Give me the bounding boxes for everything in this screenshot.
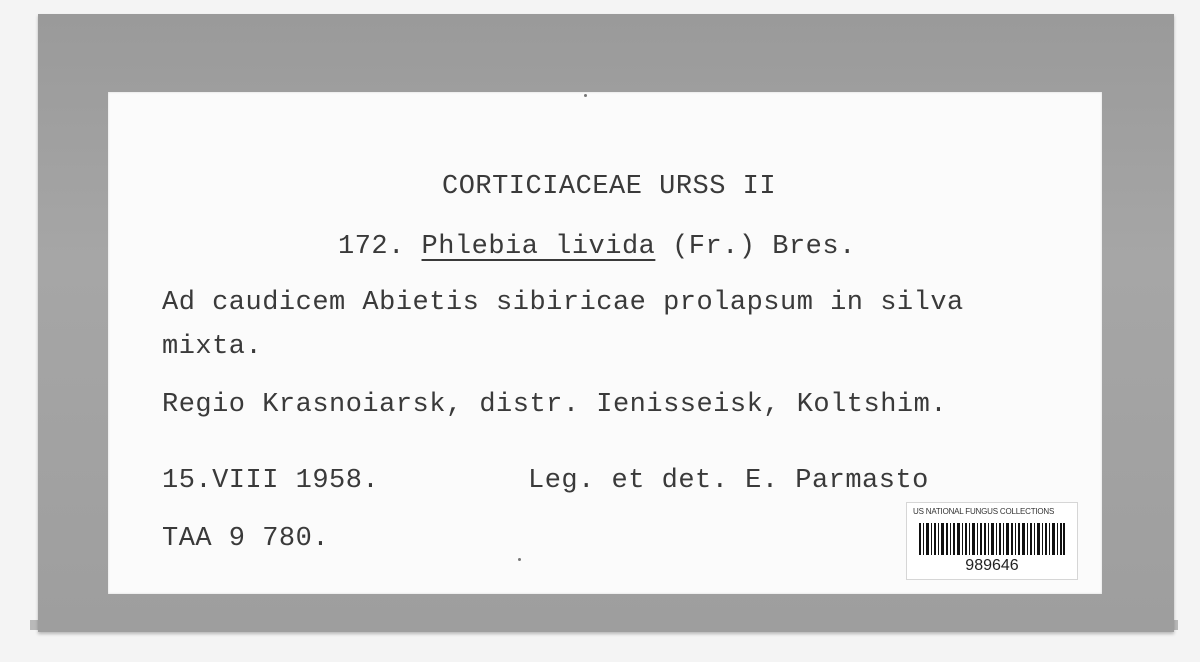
collection-date: 15.VIII 1958.	[162, 466, 380, 496]
locality: Regio Krasnoiarsk, distr. Ienisseisk, Koltshim.	[162, 390, 948, 420]
species-authority: (Fr.) Bres.	[672, 232, 856, 262]
paper-speck	[518, 558, 521, 561]
specimen-label	[108, 92, 1102, 594]
barcode-header: US NATIONAL FUNGUS COLLECTIONS	[913, 507, 1055, 516]
barcode-label	[906, 502, 1078, 580]
collector: Leg. et det. E. Parmasto	[528, 466, 929, 496]
label-title: CORTICIACEAE URSS II	[442, 172, 777, 202]
barcode-number: 989646	[965, 557, 1019, 574]
specimen-number: 172.	[338, 232, 405, 262]
paper-speck	[584, 94, 587, 97]
species-line	[338, 232, 856, 262]
barcode-icon	[919, 523, 1065, 555]
habitat-line-1: Ad caudicem Abietis sibiricae prolapsum in silva	[162, 288, 964, 318]
species-name: Phlebia livida	[421, 232, 656, 262]
habitat-line-2: mixta.	[162, 332, 263, 362]
accession-number: TAA 9 780.	[162, 524, 330, 554]
